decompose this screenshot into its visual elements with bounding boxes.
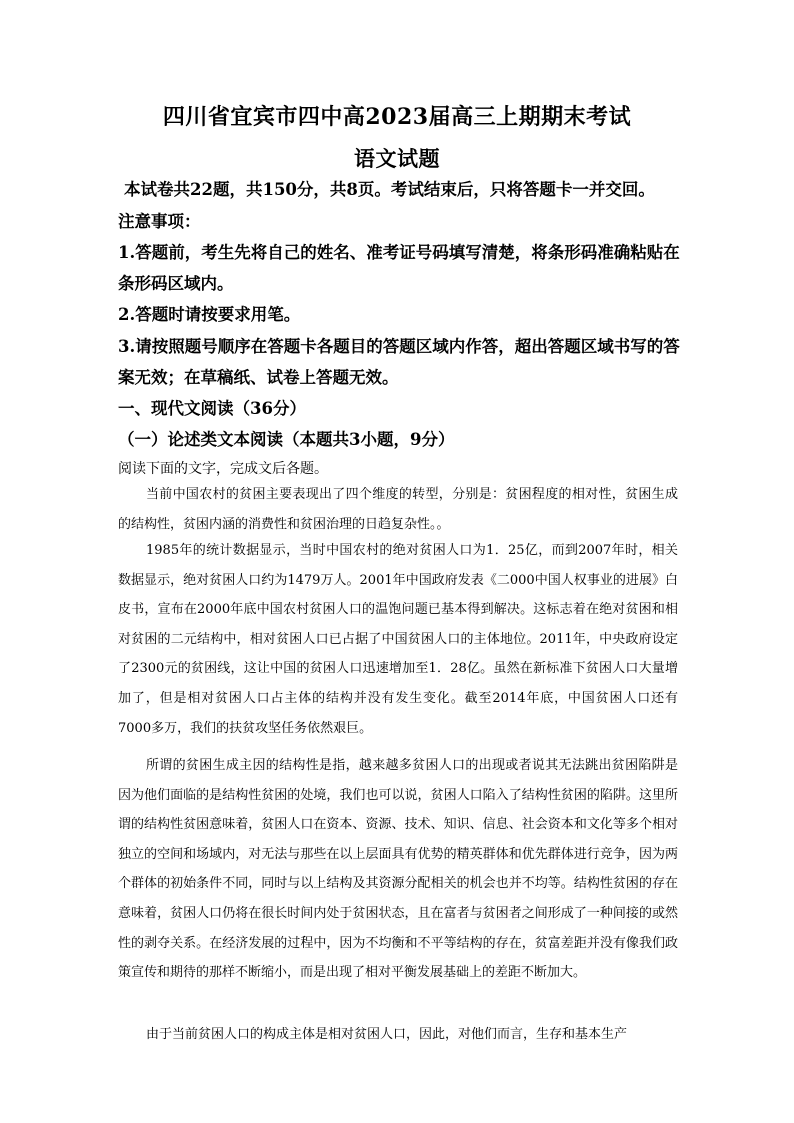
exam-title: 四川省宜宾市四中高2023届高三上期期末考试: [162, 104, 632, 130]
notice-3-line-1: 3.请按照题号顺序在答题卡各题目的答题区域内作答，超出答题区域书写的答: [118, 337, 680, 356]
subsection-heading: （一）论述类文本阅读（本题共3小题，9分）: [118, 430, 455, 449]
notice-3-line-2: 案无效；在草稿纸、试卷上答题无效。: [118, 368, 399, 387]
notice-2: 2.答题时请按要求用笔。: [118, 305, 301, 324]
article-paragraph-4: 由于当前贫困人口的构成主体是相对贫困人口，因此，对他们而言，生存和基本生产: [146, 1027, 628, 1042]
article-paragraph-2: 1985年的统计数据显示，当时中国农村的绝对贫困人口为1．25亿，而到2007年时，相关数据显示，绝对贫困人口约为1479万人。2001年中国政府发表《二000中国人权事业的进展》白皮书，宣布在2000年底中国农村贫困人口的温饱问题已基本得到解决。这标志着在绝对贫困和相对贫困的二元结构中，相对贫困人口已占据了中国贫困人口的主体地位。2011年，中央政府设定了2300元的贫困线，这让中国的贫困人口迅速增加至1．28亿。虽然在新标准下贫困人口大量增加了，但是相对贫困人口占主体的结构并没有发生变化。截至2014年底，中国贫困人口还有7000多万，我们的扶贫攻坚任务依然艰巨。: [118, 543, 678, 736]
reading-instruction: 阅读下面的文字，完成文后各题。: [118, 461, 328, 477]
section-heading: 一、现代文阅读（36分）: [118, 399, 306, 418]
article-paragraph-3: 所谓的贫困生成主因的结构性是指，越来越多贫困人口的出现或者说其无法跳出贫困陷阱是因为他们面临的是结构性贫困的处境，我们也可以说，贫困人口陷入了结构性贫困的陷阱。这里所谓的结构性贫困意味着，贫困人口在资本、资源、技术、知识、信息、社会资本和文化等多个相对独立的空间和场域内，对无法与那些在以上层面具有优势的精英群体和优先群体进行竞争，因为两个群体的初始条件不同，同时与以上结构及其资源分配相关的机会也并不均等。结构性贫困的存在意味着，贫困人口仍将在很长时间内处于贫困状态，且在富者与贫困者之间形成了一种间接的或然性的剥夺关系。在经济发展的过程中，因为不均衡和不平等结构的存在，贫富差距并没有像我们政策宣传和期待的那样不断缩小，而是出现了相对平衡发展基础上的差距不断加大。: [118, 758, 678, 981]
exam-summary: 本试卷共22题，共150分，共8页。考试结束后，只将答题卡一并交回。: [124, 180, 655, 199]
notice-heading: 注意事项：: [118, 212, 201, 231]
notice-1-line-2: 条形码区域内。: [118, 274, 234, 293]
article-paragraph-1: 当前中国农村的贫困主要表现出了四个维度的转型，分别是：贫困程度的相对性，贫困生成的结构性，贫困内涵的消费性和贫困治理的日趋复杂性。。: [118, 487, 678, 532]
notice-1-line-1: 1.答题前，考生先将自己的姓名、准考证号码填写清楚，将条形码准确粘贴在: [118, 243, 680, 262]
exam-subtitle: 语文试题: [354, 146, 440, 171]
